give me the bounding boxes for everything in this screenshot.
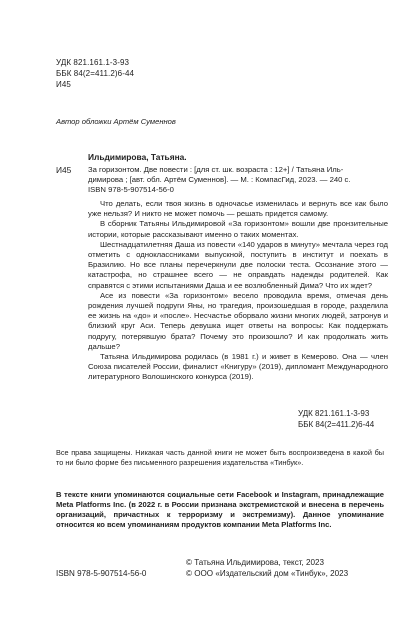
bibliographic-description <box>88 165 388 196</box>
margin-author-mark: И45 <box>56 165 72 175</box>
annotation-paragraph: Что делать, если твоя жизнь в одночасье изменилась и вернуть все как было уже нельзя? И никто не может помочь — решать придется самому. <box>88 199 388 219</box>
biblio-isbn: ISBN 978-5-907514-56-0 <box>88 185 174 195</box>
meta-platforms-notice: В тексте книги упоминаются социальные сети Facebook и Instagram, принадлежащие Meta Platforms Inc. (в 2022 г. в России признана экстремистской и внесена в перечень организаций, причастных к терроризму и экстремизму). Данное упоминание относится ко всем упоминаниям продуктов компании Meta Platforms Inc. <box>56 490 384 529</box>
copyright-publisher: © ООО «Издательский дом «Тинбук», 2023 <box>186 569 349 579</box>
copyright-block <box>186 557 348 579</box>
bbk-code: ББК 84(2=411.2)6-44 <box>56 69 135 78</box>
isbn: ISBN 978-5-907514-56-0 <box>56 569 147 578</box>
annotation <box>88 199 388 383</box>
udk-code: УДК 821.161.1-3-93 <box>298 409 370 418</box>
annotation-paragraph: Татьяна Ильдимирова родилась (в 1981 г.) и живет в Кемерово. Она — член Союза писателей России, финалист «Книгуру» (2019), дипломант Международного литературного Волошинского конкурса (2019). <box>88 352 388 382</box>
classification-codes-right <box>298 408 374 430</box>
rights-reserved-notice: Все права защищены. Никакая часть данной книги не может быть воспроизведена в какой бы то ни было форме без письменного разрешения издательства «Тинбук». <box>56 448 384 467</box>
annotation-paragraph: В сборник Татьяны Ильдимировой «За горизонтом» вошли две пронзительные истории, которые рассказывают именно о таких моментах. <box>88 219 388 239</box>
bbk-code: ББК 84(2=411.2)6-44 <box>298 420 375 429</box>
biblio-line: димирова ; [авт. обл. Артём Суменнов]. — М. : КомпасГид, 2023. — 240 с. <box>88 175 351 185</box>
classification-codes <box>56 57 134 90</box>
udk-code: УДК 821.161.1-3-93 <box>56 58 130 67</box>
author-mark: И45 <box>56 80 71 89</box>
annotation-paragraph: Шестнадцатилетняя Даша из повести «140 ударов в минуту» мечтала через год отметить с одноклассниками выпускной, поступить в институт и поехать в Бразилию. Но все планы перечеркнули две полоски теста. Осознание этого — катастрофа, но страшнее всего — не оправдать надежды родителей. Как справятся с этими испытаниями Даша и ее возлюбленный Дима? Что их ждет? <box>88 239 388 290</box>
biblio-line: За горизонтом. Две повести : [для ст. шк. возраста : 12+] / Татьяна Иль- <box>88 165 344 174</box>
copyright-text: © Татьяна Ильдимирова, текст, 2023 <box>186 558 325 567</box>
author-heading: Ильдимирова, Татьяна. <box>88 152 187 162</box>
cover-credit: Автор обложки Артём Суменнов <box>56 117 176 126</box>
annotation-paragraph: Асе из повести «За горизонтом» весело проводила время, отмечая день рождения лучшей подруги Яны, но трагедия, произошедшая в городе, разделила ее жизнь на «до» и «после». Несчастье оборвало жизни многих людей, затронув и близкий круг Аси. Теперь девушка ищет ответы на вопросы: Как поддержать подругу, потерявшую брата? Почему это произошло? И как продолжать жить дальше? <box>88 290 388 351</box>
